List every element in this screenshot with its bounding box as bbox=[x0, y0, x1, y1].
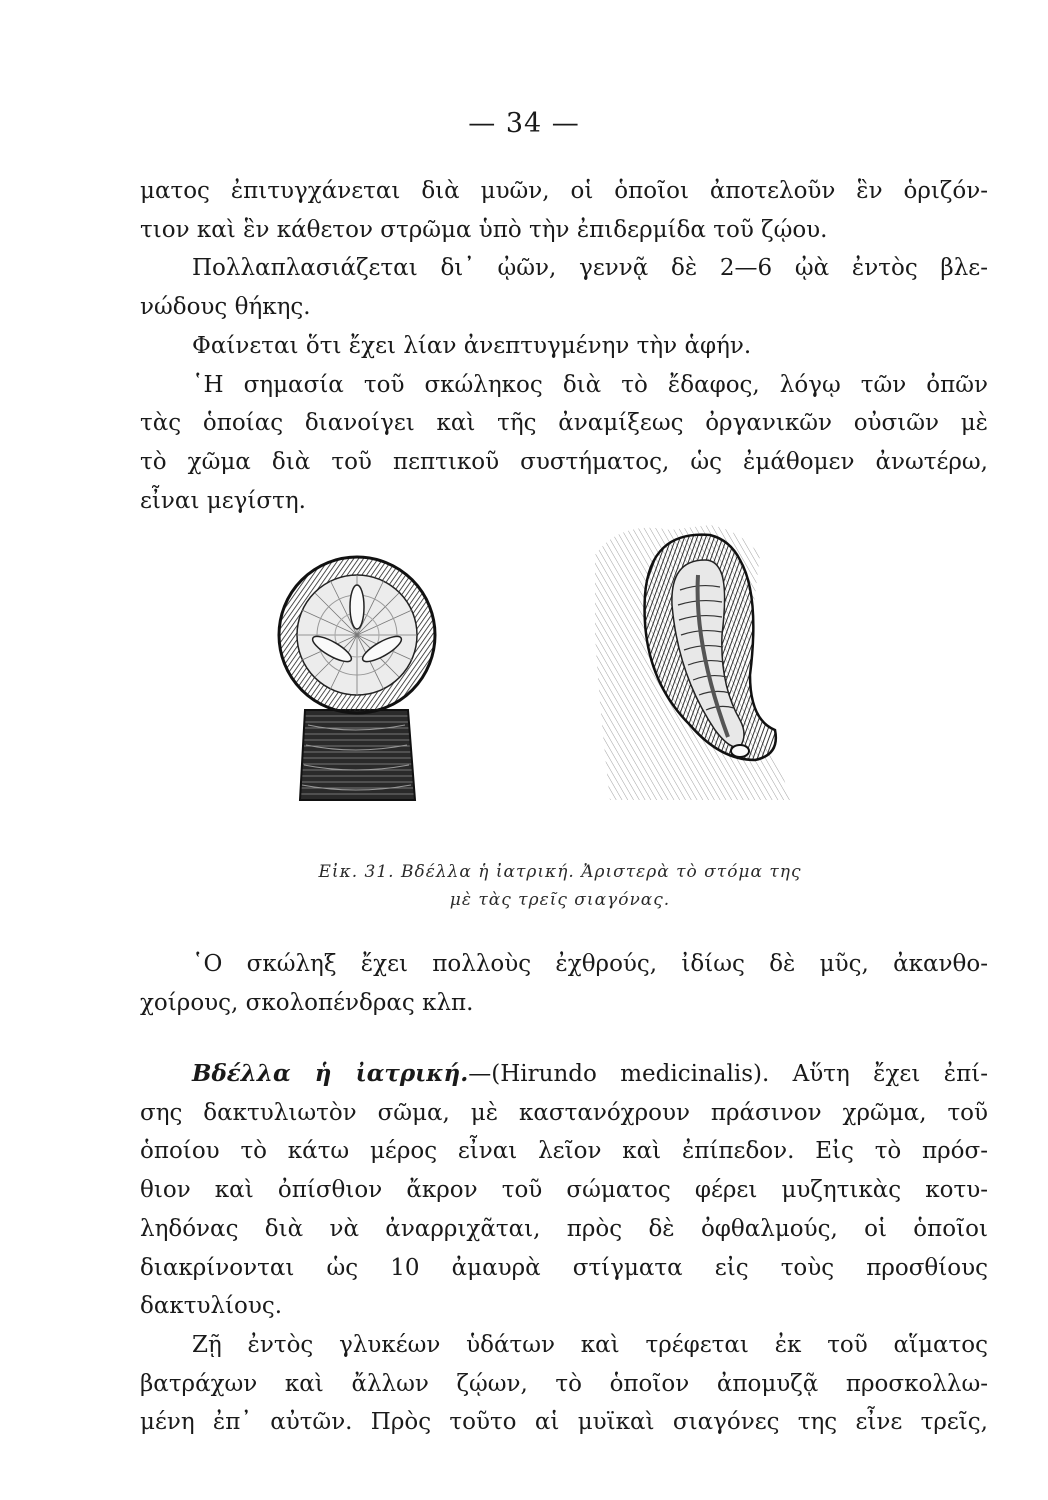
text-line: χοίρους, σκολοπένδρας κλπ. bbox=[140, 989, 474, 1016]
text-line: Πολλαπλασιάζεται δι᾿ ᾠῶν, γεννᾷ δὲ 2—6 ᾠὰ ἐντὸς βλε- bbox=[192, 255, 988, 282]
text-line: Φαίνεται ὅτι ἔχει λίαν ἀνεπτυγμένην τὴν ἁφήν. bbox=[192, 332, 752, 359]
text-line: Ζῇ ἐντὸς γλυκέων ὑδάτων καὶ τρέφεται ἐκ τοῦ αἵματος bbox=[192, 1331, 988, 1358]
text-line: τιον καὶ ἓν κάθετον στρῶμα ὑπὸ τὴν ἐπιδερμίδα τοῦ ζῴου. bbox=[140, 216, 828, 243]
figure-31 bbox=[270, 515, 830, 805]
text-line: σης δακτυλιωτὸν σῶμα, μὲ καστανόχρουν πράσινον χρῶμα, τοῦ bbox=[140, 1099, 988, 1126]
text-line: ῾Ο σκώληξ ἔχει πολλοὺς ἐχθρούς, ἰδίως δὲ μῦς, ἀκανθο- bbox=[192, 951, 988, 977]
figure-caption-line2: μὲ τὰς τρεῖς σιαγόνας. bbox=[449, 890, 671, 910]
text-line: διακρίνονται ὡς 10 ἀμαυρὰ στίγματα εἰς τοὺς προσθίους bbox=[140, 1254, 988, 1281]
text-line: θιον καὶ ὀπίσθιον ἄκρον τοῦ σώματος φέρει μυζητικὰς κοτυ- bbox=[140, 1177, 988, 1204]
text-line: ὁποίου τὸ κάτω μέρος εἶναι λεῖον καὶ ἐπίπεδον. Εἰς τὸ πρόσ- bbox=[140, 1138, 988, 1165]
text-run: —(Hirundo medicinalis). Αὕτη ἔχει ἐπί- bbox=[468, 1061, 988, 1087]
text-line: τὰς ὁποίας διανοίγει καὶ τῆς ἀναμίξεως ὀργανικῶν οὐσιῶν μὲ bbox=[140, 410, 988, 437]
leech-body-illustration bbox=[590, 515, 830, 805]
section-heading: Βδέλλα ἡ ἰατρική. bbox=[192, 1060, 469, 1087]
section-leech bbox=[140, 1055, 988, 1442]
text-line: βατράχων καὶ ἄλλων ζῴων, τὸ ὁποῖον ἀπομυζᾷ προσκολλω- bbox=[140, 1370, 988, 1397]
text-line: ληδόνας διὰ νὰ ἀναρριχᾶται, πρὸς δὲ ὀφθαλμούς, οἱ ὁποῖοι bbox=[140, 1215, 988, 1242]
page-number: — 34 — bbox=[468, 108, 580, 139]
text-line: ῾Η σημασία τοῦ σκώληκος διὰ τὸ ἔδαφος, λόγῳ τῶν ὀπῶν bbox=[192, 371, 988, 398]
text-line: μένη ἐπ᾿ αὐτῶν. Πρὸς τοῦτο αἱ μυϊκαὶ σιαγόνες της εἶνε τρεῖς, bbox=[140, 1409, 988, 1436]
figure-caption-line1: Εἰκ. 31. Βδέλλα ἡ ἰατρική. Ἀριστερὰ τὸ στόμα της bbox=[318, 862, 802, 882]
leech-mouth-illustration bbox=[270, 545, 440, 810]
paragraph-earthworm bbox=[140, 172, 988, 520]
paragraph-enemies bbox=[140, 945, 988, 1022]
text-line bbox=[140, 1055, 988, 1094]
text-line: εἶναι μεγίστη. bbox=[140, 487, 306, 514]
text-line: δακτυλίους. bbox=[140, 1293, 283, 1320]
text-line: τὸ χῶμα διὰ τοῦ πεπτικοῦ συστήματος, ὡς ἐμάθομεν ἀνωτέρω, bbox=[140, 448, 988, 475]
text-line: ματος ἐπιτυγχάνεται διὰ μυῶν, οἱ ὁποῖοι ἀποτελοῦν ἓν ὁριζόν- bbox=[140, 178, 988, 204]
text-line: νώδους θήκης. bbox=[140, 294, 311, 321]
